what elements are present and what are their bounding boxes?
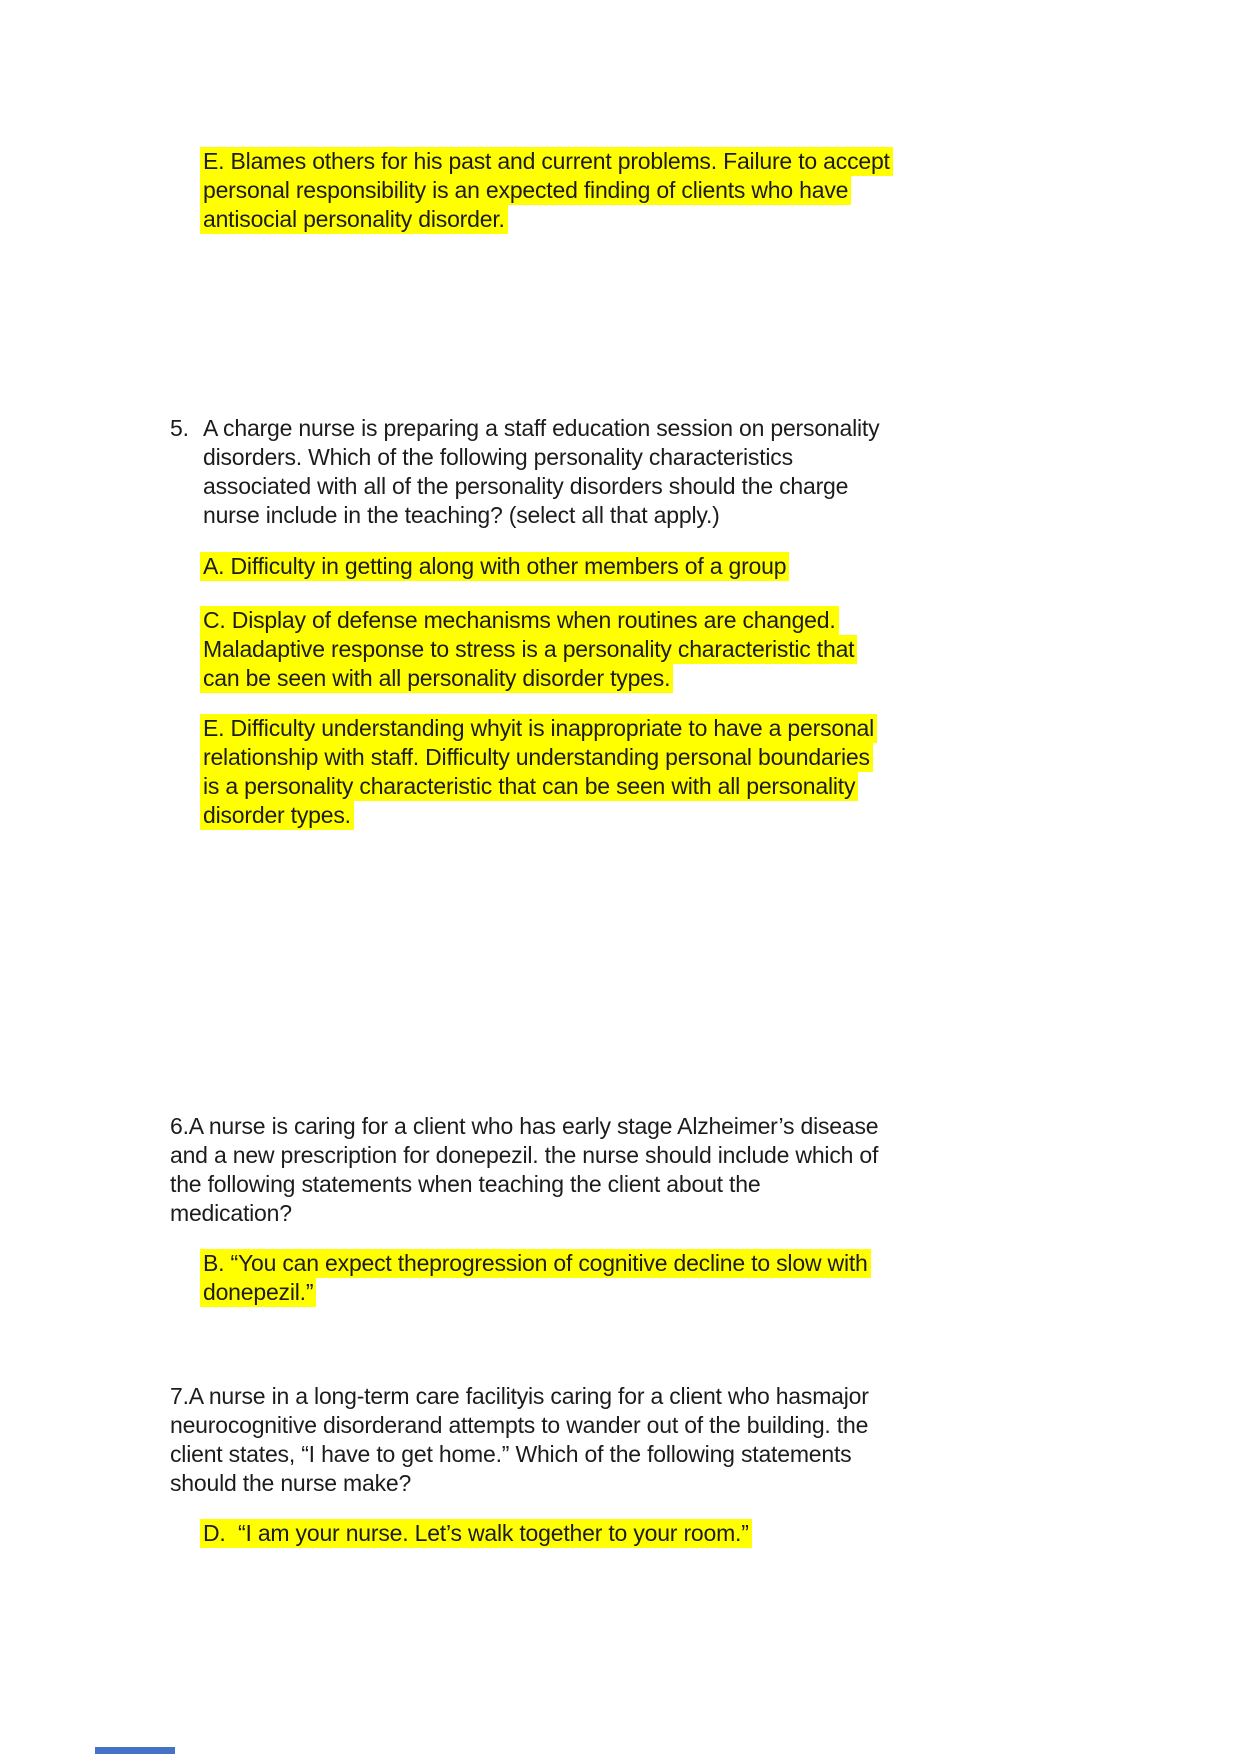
highlighted-text: donepezil.” <box>200 1278 316 1307</box>
text-line <box>203 1519 752 1548</box>
text-line <box>203 1249 871 1278</box>
highlighted-text: B. “You can expect theprogression of cognitive decline to slow with <box>200 1249 871 1278</box>
highlighted-answer-e-blames <box>203 147 893 234</box>
text-line <box>203 1278 871 1307</box>
question-text: client states, “I have to get home.” Which of the following statements <box>170 1441 852 1467</box>
highlighted-answer-e-boundaries <box>203 714 877 830</box>
highlighted-text: D. “I am your nurse. Let’s walk together to your room.” <box>200 1519 752 1548</box>
highlighted-text: disorder types. <box>200 801 354 830</box>
text-line <box>170 501 879 530</box>
question-text: disorders. Which of the following personality characteristics <box>203 444 793 470</box>
highlighted-answer-b <box>203 1249 871 1307</box>
highlighted-answer-d <box>203 1519 752 1548</box>
highlighted-text: can be seen with all personality disorder types. <box>200 664 673 693</box>
highlighted-text: antisocial personality disorder. <box>200 205 508 234</box>
text-line <box>170 1440 869 1469</box>
question-text: associated with all of the personality disorders should the charge <box>203 473 849 499</box>
text-line <box>170 443 879 472</box>
text-line <box>203 743 877 772</box>
question-text: 7.A nurse in a long-term care facilityis caring for a client who hasmajor <box>170 1383 869 1409</box>
question-text: medication? <box>170 1200 292 1226</box>
text-line <box>170 1141 878 1170</box>
highlighted-text: E. Blames others for his past and current problems. Failure to accept <box>200 147 893 176</box>
text-line <box>203 801 877 830</box>
highlighted-text: C. Display of defense mechanisms when routines are changed. <box>200 606 839 635</box>
question-text: the following statements when teaching the client about the <box>170 1171 761 1197</box>
question-number: 5. <box>170 415 189 441</box>
highlighted-text: A. Difficulty in getting along with other members of a group <box>200 552 789 581</box>
text-line <box>203 635 857 664</box>
question-text: 6.A nurse is caring for a client who has early stage Alzheimer’s disease <box>170 1113 879 1139</box>
text-line <box>203 205 893 234</box>
text-line <box>170 1469 869 1498</box>
text-line <box>170 1411 869 1440</box>
text-line <box>203 552 789 581</box>
text-line <box>170 1199 878 1228</box>
question-text: nurse include in the teaching? (select all that apply.) <box>203 502 720 528</box>
text-line <box>170 1382 869 1411</box>
text-line <box>170 1170 878 1199</box>
highlighted-text: is a personality characteristic that can be seen with all personality <box>200 772 858 801</box>
highlighted-answer-c <box>203 606 857 693</box>
question-text: A charge nurse is preparing a staff education session on personality <box>203 415 880 441</box>
text-line <box>203 147 893 176</box>
highlighted-text: Maladaptive response to stress is a personality characteristic that <box>200 635 857 664</box>
question-5 <box>170 414 879 530</box>
partial-blue-element <box>95 1747 175 1754</box>
text-line <box>203 176 893 205</box>
text-line <box>203 714 877 743</box>
question-text: neurocognitive disorderand attempts to wander out of the building. the <box>170 1412 869 1438</box>
question-text: should the nurse make? <box>170 1470 412 1496</box>
text-line <box>170 472 879 501</box>
text-line <box>170 1112 878 1141</box>
text-line <box>203 606 857 635</box>
question-6 <box>170 1112 878 1228</box>
text-line <box>203 664 857 693</box>
highlighted-text: personal responsibility is an expected finding of clients who have <box>200 176 851 205</box>
question-7 <box>170 1382 869 1498</box>
question-text: and a new prescription for donepezil. the nurse should include which of <box>170 1142 879 1168</box>
highlighted-answer-a <box>203 552 789 581</box>
highlighted-text: relationship with staff. Difficulty understanding personal boundaries <box>200 743 873 772</box>
highlighted-text: E. Difficulty understanding whyit is inappropriate to have a personal <box>200 714 877 743</box>
text-line <box>170 414 879 443</box>
text-line <box>203 772 877 801</box>
